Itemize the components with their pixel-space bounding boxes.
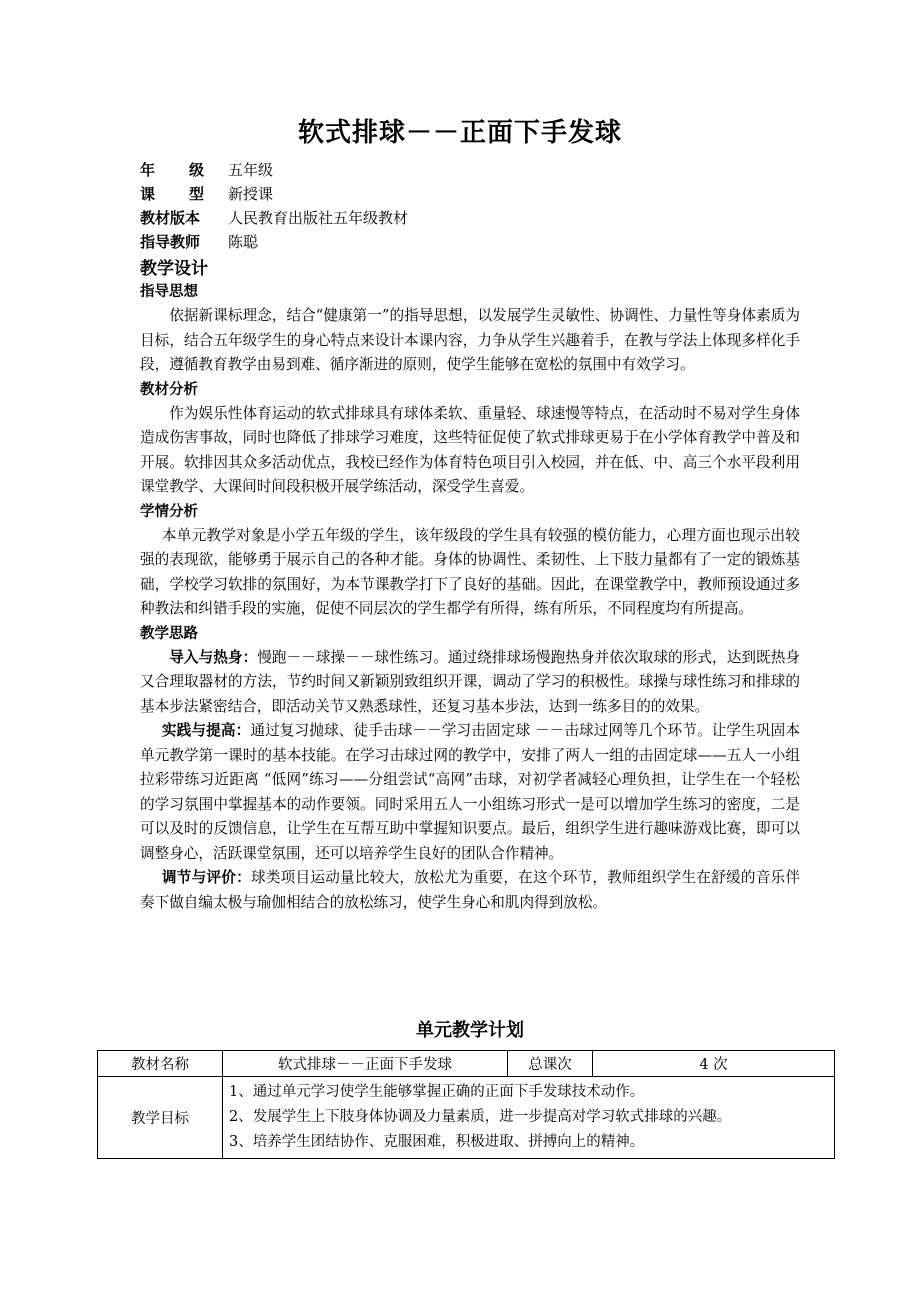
approach-intro-text: 慢跑－－球操－－球性练习。通过绕排球场慢跑热身并依次取球的形式，达到既热身又合理取器材的方法，节约时间又新颖别致组织开课，调动了学习的积极性。球操与球性练习和排球的基本步法紧密结合，即活动关节又熟悉球性，还复习基本步法，达到一练多目的的效果。 bbox=[140, 648, 800, 715]
table-row bbox=[98, 1077, 835, 1159]
meta-key: 年级 bbox=[140, 161, 204, 179]
approach-practice bbox=[140, 719, 800, 866]
meta-value: 新授课 bbox=[228, 185, 274, 203]
hours-value-cell: 4 次 bbox=[593, 1051, 835, 1077]
unit-plan-table bbox=[97, 1050, 835, 1159]
approach-practice-text: 通过复习抛球、徒手击球－－学习击固定球 －－击球过网等几个环节。让学生巩固本单元教学第一课时的基本技能。在学习击球过网的教学中，安排了两人一组的击固定球——五人一小组拉彩带练习近距离 “低网”练习——分组尝试“高网”击球，对初学者减轻心理负担，让学生在一个轻松的学习氛围中掌握基本的动作要领。同时采用五人一小组练习形式一是可以增加学生练习的密度，二是可以及时的反馈信息，让学生在互帮互助中掌握知识要点。最后，组织学生进行趣味游戏比赛，即可以调整身心，活跃课堂氛围，还可以培养学生良好的团队合作精神。 bbox=[140, 722, 800, 862]
section-heading-guiding: 指导思想 bbox=[140, 284, 198, 300]
section-heading-material: 教材分析 bbox=[140, 381, 198, 398]
approach-practice-lead: 实践与提高： bbox=[161, 722, 251, 739]
goal-item: 3、培养学生团结协作、克服困难，积极进取、拼搏向上的精神。 bbox=[229, 1134, 645, 1150]
design-heading: 教学设计 bbox=[140, 259, 208, 279]
goals-label-cell: 教学目标 bbox=[98, 1077, 223, 1159]
document-title: 软式排球－－正面下手发球 bbox=[297, 118, 622, 148]
unit-plan-title: 单元教学计划 bbox=[416, 1020, 524, 1041]
meta-value: 人民教育出版社五年级教材 bbox=[228, 209, 409, 227]
section-text-guiding: 依据新课标理念，结合“健康第一”的指导思想，以发展学生灵敏性、协调性、力量性等身体素质为目标，结合五年级学生的身心特点来设计本课内容，力争从学生兴趣着手，在教与学法上体现多样化手段，遵循教育教学由易到难、循序渐进的原则，使学生能够在宽松的氛围中有效学习。 bbox=[140, 307, 800, 373]
meta-row-teacher bbox=[140, 230, 800, 254]
lesson-design bbox=[140, 258, 800, 915]
meta-key: 课型 bbox=[140, 185, 204, 203]
lesson-meta bbox=[140, 158, 800, 254]
goal-item: 1、通过单元学习使学生能够掌握正确的正面下手发球技术动作。 bbox=[229, 1084, 645, 1100]
meta-row-type bbox=[140, 182, 800, 206]
approach-intro-lead: 导入与热身： bbox=[169, 648, 258, 666]
meta-value: 五年级 bbox=[228, 161, 274, 179]
goals-cell bbox=[223, 1077, 835, 1159]
material-label-cell: 教材名称 bbox=[98, 1051, 223, 1077]
meta-key: 指导教师 bbox=[140, 233, 201, 251]
meta-key: 教材版本 bbox=[140, 209, 201, 227]
approach-intro bbox=[140, 646, 800, 720]
material-value-cell: 软式排球－－正面下手发球 bbox=[223, 1051, 508, 1077]
meta-value: 陈聪 bbox=[228, 233, 259, 251]
goal-item: 2、发展学生上下肢身体协调及力量素质，进一步提高对学习软式排球的兴趣。 bbox=[229, 1109, 732, 1125]
section-text-students: 本单元教学对象是小学五年级的学生，该年级段的学生具有较强的模仿能力，心理方面也现示出较强的表现欲，能够勇于展示自己的各种才能。身体的协调性、柔韧性、上下肢力量都有了一定的锻炼基础，学校学习软排的氛围好，为本节课教学打下了良好的基础。因此，在课堂教学中，教师预设通过多种教法和纠错手段的实施，促使不同层次的学生都学有所得，练有所乐，不同程度均有所提高。 bbox=[140, 526, 800, 617]
hours-label-cell: 总课次 bbox=[508, 1051, 593, 1077]
section-heading-approach: 教学思路 bbox=[140, 625, 198, 642]
meta-row-grade bbox=[140, 158, 800, 182]
approach-adjust-text: 球类项目运动量比较大，放松尤为重要，在这个环节，教师组织学生在舒缓的音乐伴奏下做自编太极与瑜伽相结合的放松练习，使学生身心和肌肉得到放松。 bbox=[140, 869, 800, 911]
meta-row-edition bbox=[140, 206, 800, 230]
section-heading-students: 学情分析 bbox=[140, 503, 198, 520]
approach-adjust bbox=[140, 866, 800, 915]
table-row bbox=[98, 1051, 835, 1077]
approach-adjust-lead: 调节与评价： bbox=[161, 869, 251, 886]
section-text-material: 作为娱乐性体育运动的软式排球具有球体柔软、重量轻、球速慢等特点，在活动时不易对学生身体造成伤害事故，同时也降低了排球学习难度，这些特征促使了软式排球更易于在小学体育教学中普及和开展。软排因其众多活动优点，我校已经作为体育特色项目引入校园，并在低、中、高三个水平段利用课堂教学、大课间时间段积极开展学练活动，深受学生喜爱。 bbox=[140, 404, 800, 495]
